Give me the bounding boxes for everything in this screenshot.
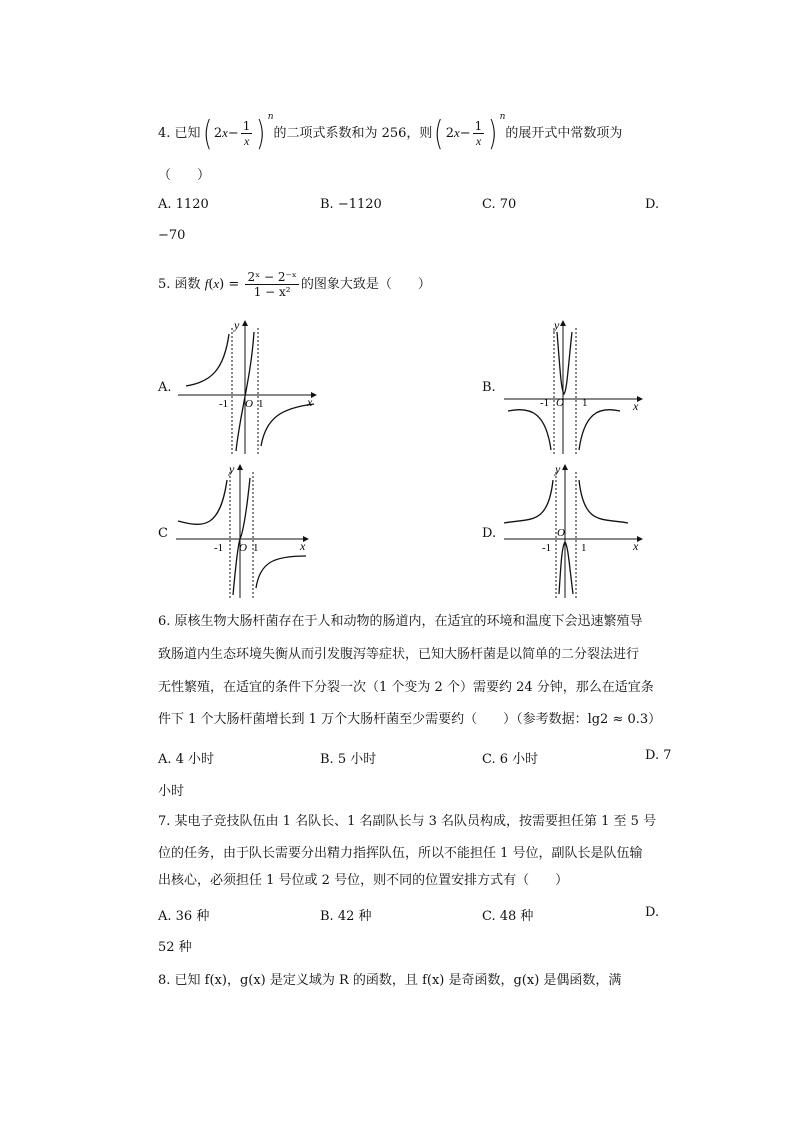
q5-eq: =	[228, 277, 240, 292]
q4-stem	[158, 108, 623, 154]
q7-option-d-value: 52 种	[158, 940, 192, 955]
graph-a[interactable]	[176, 318, 321, 456]
left-paren: (	[202, 113, 212, 154]
q5-number: 5. 函数	[158, 277, 201, 292]
q7-option-a[interactable]: A. 36 种	[158, 909, 210, 924]
q6-option-b[interactable]: B. 5 小时	[320, 752, 377, 767]
q5-lparen: (	[208, 277, 214, 292]
q4-expr-coef: 2	[213, 126, 223, 141]
q4-option-a[interactable]: A. 1120	[158, 197, 209, 212]
graph-a-one-label: 1	[258, 398, 264, 410]
graph-a-letter[interactable]: A.	[158, 380, 172, 395]
q5-f: f	[204, 276, 209, 291]
graph-d-y-label: y	[555, 462, 561, 476]
q6-line-3: 无性繁殖，在适宜的条件下分裂一次（1 个变为 2 个）需要约 24 分钟，那么在适宜条	[158, 680, 654, 695]
left-paren-2: (	[434, 113, 444, 154]
graph-d-one-label: 1	[581, 542, 587, 554]
q5-frac-num: 2ˣ − 2⁻ˣ	[247, 270, 297, 284]
q4-blank: （ ）	[158, 168, 211, 183]
q7-line-1: 7. 某电子竞技队伍由 1 名队长、1 名副队长与 3 名队员构成，按需要担任第 1 至 5 号	[158, 814, 657, 829]
graph-c-neg1-label: -1	[214, 542, 224, 554]
graph-b[interactable]	[502, 318, 647, 456]
graph-b-one-label: 1	[582, 397, 588, 409]
graph-b-y-label: y	[554, 318, 560, 332]
q5-tail: 的图象大致是（ ）	[300, 277, 431, 292]
graph-a-origin-label: O	[245, 398, 253, 410]
graph-d-curve-right	[579, 480, 628, 523]
graph-a-curve-right	[261, 404, 314, 446]
q4-expr-var-2: x	[453, 125, 460, 140]
graph-c-curve-mid	[233, 478, 250, 595]
graph-a-x-label: x	[307, 395, 313, 409]
q7-line-3: 出核心，必须担任 1 号位或 2 号位，则不同的位置安排方式有（ ）	[158, 873, 569, 888]
q7-option-c[interactable]: C. 48 种	[482, 909, 534, 924]
q8-line-1: 8. 已知 f(x)，g(x) 是定义域为 R 的函数，且 f(x) 是奇函数，g(x) 是偶函数，满	[158, 973, 622, 988]
graph-b-origin-label: O	[556, 397, 564, 409]
graph-b-neg1-label: -1	[540, 397, 550, 409]
q5-stem	[158, 270, 431, 299]
right-paren: )	[256, 113, 266, 154]
graph-d-curve-mid	[559, 542, 573, 594]
q6-option-c[interactable]: C. 6 小时	[482, 752, 539, 767]
graph-c-curve-left	[178, 480, 227, 524]
graph-d-neg1-label: -1	[542, 542, 552, 554]
q4-frac-den-2: x	[475, 134, 482, 148]
q5-fraction	[245, 270, 298, 299]
q4-fraction-2	[473, 119, 485, 148]
graph-b-curve-left	[508, 410, 551, 450]
graph-b-letter[interactable]: B.	[482, 380, 496, 395]
q4-option-d-value: −70	[158, 228, 186, 243]
graph-d[interactable]	[502, 462, 647, 600]
graph-d-curve-left	[504, 480, 553, 523]
q4-number: 4. 已知	[158, 126, 201, 141]
graph-c-y-label: y	[229, 462, 235, 476]
q4-end-text: 的展开式中常数项为	[505, 126, 623, 141]
graph-c[interactable]	[174, 462, 319, 600]
graph-d-x-label: x	[633, 539, 639, 553]
q4-exponent-2: n	[499, 112, 506, 122]
q4-option-c[interactable]: C. 70	[482, 197, 517, 212]
graph-b-x-label: x	[633, 399, 639, 413]
q6-line-2: 致肠道内生态环境失衡从而引发腹泻等症状，已知大肠杆菌是以简单的二分裂法进行	[158, 647, 640, 662]
graph-c-origin-label: O	[239, 542, 247, 554]
q7-option-d[interactable]: D.	[645, 905, 660, 920]
q4-frac-den: x	[243, 134, 250, 148]
q6-line-4: 件下 1 个大肠杆菌增长到 1 万个大肠杆菌至少需要约（ ）（参考数据：lg2 ≈ 0.3）	[158, 712, 662, 727]
graph-a-curve-left	[186, 334, 229, 386]
graph-b-curve-mid	[557, 332, 572, 394]
graph-c-x-label: x	[300, 539, 306, 553]
graph-c-one-label: 1	[253, 542, 259, 554]
q4-frac-num-2: 1	[474, 119, 483, 133]
q7-line-2: 位的任务，由于队长需要分出精力指挥队伍，所以不能担任 1 号位，副队长是队伍输	[158, 846, 643, 861]
q4-option-d[interactable]: D.	[645, 197, 660, 212]
q4-expr-var: x	[222, 125, 228, 140]
q6-line-1: 6. 原核生物大肠杆菌存在于人和动物的肠道内，在适宜的环境和温度下会迅速繁殖导	[158, 614, 643, 629]
q4-frac-num: 1	[242, 119, 251, 133]
graph-a-y-label: y	[234, 318, 240, 332]
graph-b-curve-right	[579, 410, 620, 450]
q4-mid-text: 的二项式系数和为 256，则	[273, 126, 433, 141]
q4-fraction	[241, 119, 253, 148]
graph-d-origin-label: O	[557, 527, 565, 539]
q4-expr-coef-2: 2	[445, 126, 454, 141]
q4-minus-2: −	[459, 126, 471, 141]
right-paren-2: )	[488, 113, 498, 154]
graph-a-neg1-label: -1	[219, 398, 229, 410]
q7-option-b[interactable]: B. 42 种	[320, 909, 372, 924]
graph-c-curve-right	[256, 556, 306, 588]
q5-frac-den: 1 − x²	[253, 285, 291, 299]
q6-option-d-value: 小时	[158, 784, 185, 799]
graph-d-letter[interactable]: D.	[482, 526, 497, 541]
q4-minus: −	[227, 126, 239, 141]
graph-c-letter[interactable]: C	[158, 526, 168, 541]
q5-rparen: )	[219, 277, 225, 292]
q5-x: x	[213, 276, 220, 291]
q4-option-b[interactable]: B. −1120	[320, 197, 382, 212]
q4-exponent: n	[267, 112, 274, 122]
q6-option-d[interactable]: D. 7	[645, 748, 672, 763]
q6-option-a[interactable]: A. 4 小时	[158, 752, 215, 767]
